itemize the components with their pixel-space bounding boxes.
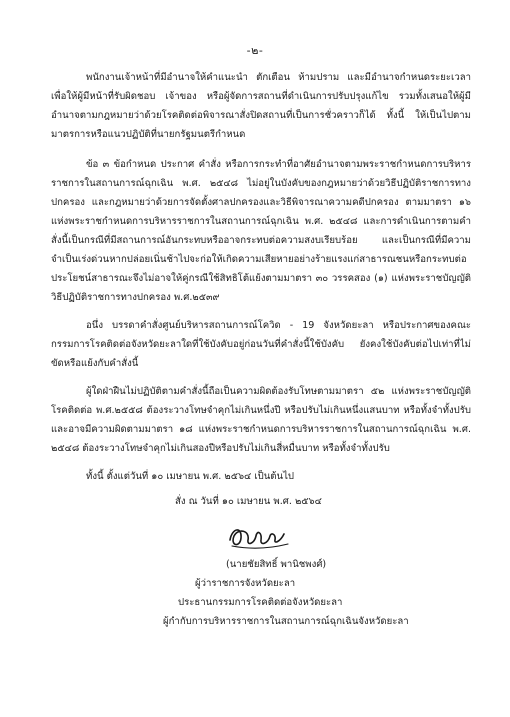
page-number: -๒- [246, 44, 264, 57]
paragraph-clause-3: ข้อ ๓ ข้อกำหนด ประกาศ คำสั่ง หรือการกระทำที่อาศัยอำนาจตามพระราชกำหนดการบริหารราชการในสถานการณ์ฉุกเฉิน พ.ศ. ๒๕๔๘ ไม่อยู่ในบังคับของกฎหมายว่าด้วยวิธีปฏิบัติราชการทางปกครอง และกฎหมายว่าด้วยการจัดตั้งศาลปกครองและวิธีพิจารณาความคดีปกครอง ตามมาตรา ๑๖ แห่งพระราชกำหนดการบริหารราชการในสถานการณ์ฉุกเฉิน พ.ศ. ๒๕๔๘ และการดำเนินการตามคำสั่งนี้เป็นกรณีที่มีสถานการณ์อันกระทบหรืออาจกระทบต่อความสงบเรียบร้อย และเป็นกรณีที่มีความจำเป็นเร่งด่วนหากปล่อยเนิ่นช้าไปจะก่อให้เกิดความเสียหายอย่างร้ายแรงแก่สาธารณชนหรือกระทบต่อประโยชน์สาธารณะจึงไม่อาจให้คู่กรณีใช้สิทธิโต้แย้งตามมาตรา ๓๐ วรรคสอง (๑) แห่งพระราชบัญญัติวิธีปฏิบัติราชการทางปกครอง พ.ศ.๒๕๓๙ [51, 159, 471, 303]
signatory-name: (นายชัยสิทธิ์ พานิชพงศ์) [226, 559, 327, 570]
signatory-title-committee-chair: ประธานกรรมการโรคติดต่อจังหวัดยะลา [178, 597, 343, 608]
signatory-title-emergency-supervisor: ผู้กำกับการบริหารราชการในสถานการณ์ฉุกเฉินจังหวัดยะลา [163, 616, 409, 627]
signatory-title-governor: ผู้ว่าราชการจังหวัดยะลา [195, 578, 296, 589]
paragraph-penalty: ผู้ใดฝ่าฝืนไม่ปฏิบัติตามคำสั่งนี้ถือเป็นความผิดต้องรับโทษตามมาตรา ๕๒ แห่งพระราชบัญญัติโรคติดต่อ พ.ศ.๒๕๕๘ ต้องระวางโทษจำคุกไม่เกินหนึ่งปี หรือปรับไม่เกินหนึ่งแสนบาท หรือทั้งจำทั้งปรับ และอาจมีความผิดตามมาตรา ๑๘ แห่งพระราชกำหนดการบริหารราชการในสถานการณ์ฉุกเฉิน พ.ศ. ๒๕๔๘ ต้องระวางโทษจำคุกไม่เกินสองปีหรือปรับไม่เกินสี่หมื่นบาท หรือทั้งจำทั้งปรับ [51, 386, 471, 454]
signed-date: สั่ง ณ วันที่ ๑๐ เมษายน พ.ศ. ๒๕๖๔ [175, 496, 322, 507]
document-body [51, 68, 471, 486]
paragraph-effective-date: ทั้งนี้ ตั้งแต่วันที่ ๑๐ เมษายน พ.ศ. ๒๕๖๔ เป็นต้นไป [86, 471, 294, 482]
signatory-block [0, 555, 510, 631]
paragraph-prior-orders: อนึ่ง บรรดาคำสั่งศูนย์บริหารสถานการณ์โควิด - 19 จังหวัดยะลา หรือประกาศของคณะกรรมการโรคติดต่อจังหวัดยะลาใดที่ใช้บังคับอยู่ก่อนวันที่คำสั่งนี้ใช้บังคับ ยังคงใช้บังคับต่อไปเท่าที่ไม่ขัดหรือแย้งกับคำสั่งนี้ [51, 320, 471, 369]
signature-mark [224, 518, 294, 558]
paragraph-staff-authority: พนักงานเจ้าหน้าที่มีอำนาจให้คำแนะนำ ตักเตือน ห้ามปราม และมีอำนาจกำหนดระยะเวลา เพื่อให้ผู้มีหน้าที่รับผิดชอบ เจ้าของ หรือผู้จัดการสถานที่ดำเนินการปรับปรุงแก้ไข รวมทั้งเสนอให้ผู้มีอำนาจตามกฎหมายว่าด้วยโรคติดต่อพิจารณาสั่งปิดสถานที่เป็นการชั่วคราวก็ได้ ทั้งนี้ ให้เป็นไปตามมาตรการหรือแนวปฏิบัติที่นายกรัฐมนตรีกำหนด [51, 72, 471, 140]
